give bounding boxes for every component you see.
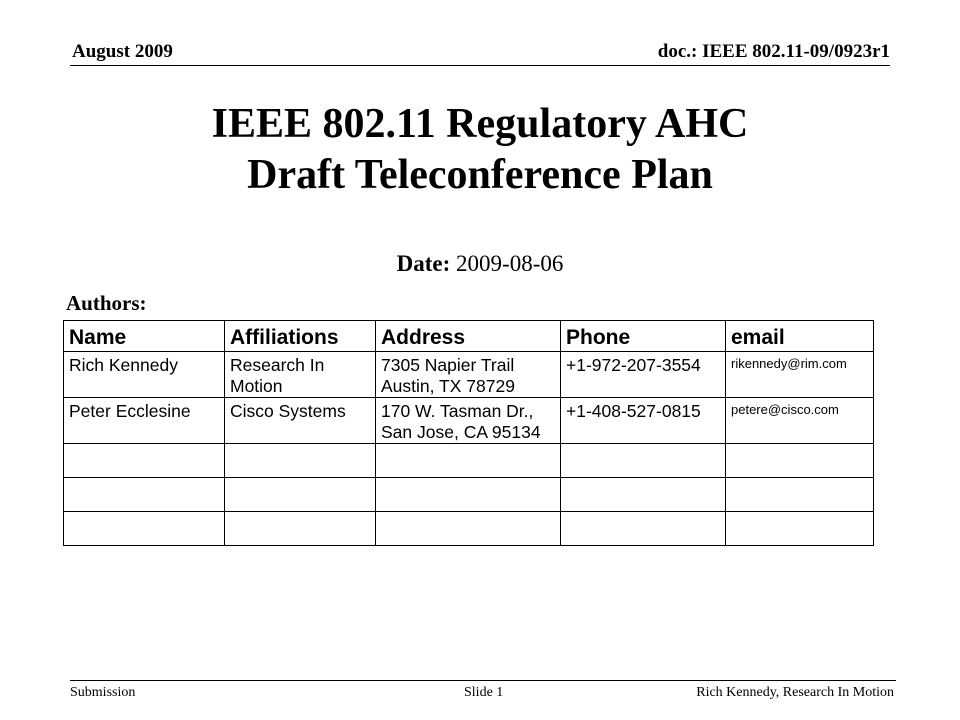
- authors-table: [63, 320, 874, 546]
- empty-cell: [64, 512, 225, 546]
- author-phone-cell: [561, 352, 726, 398]
- author-phone: +1-972-207-3554: [566, 355, 701, 375]
- empty-cell: [561, 512, 726, 546]
- author-email-cell: [726, 398, 874, 444]
- author-name: Peter Ecclesine: [69, 401, 191, 421]
- slide-title: [0, 99, 960, 201]
- empty-cell: [726, 478, 874, 512]
- author-email-link[interactable]: petere@cisco.com: [731, 402, 839, 417]
- table-row: [64, 398, 874, 444]
- empty-cell: [225, 444, 376, 478]
- author-address-line-1: 170 W. Tasman Dr.,: [381, 401, 534, 421]
- author-address-line-2: San Jose, CA 95134: [381, 422, 541, 442]
- date-value: 2009-08-06: [456, 251, 564, 276]
- empty-table-row: [64, 444, 874, 478]
- empty-cell: [376, 444, 561, 478]
- footer-slide-number: Slide 1: [464, 685, 504, 700]
- empty-cell: [225, 512, 376, 546]
- author-address-line-1: 7305 Napier Trail: [381, 355, 515, 375]
- column-header-email: email: [726, 321, 874, 352]
- author-affiliation-cell: [225, 398, 376, 444]
- empty-table-row: [64, 512, 874, 546]
- empty-cell: [726, 512, 874, 546]
- empty-cell: [64, 444, 225, 478]
- author-phone: +1-408-527-0815: [566, 401, 701, 421]
- author-name-cell: [64, 352, 225, 398]
- author-phone-cell: [561, 398, 726, 444]
- column-header-phone: Phone: [561, 321, 726, 352]
- header-divider: [70, 65, 890, 66]
- empty-cell: [376, 512, 561, 546]
- author-email-cell: [726, 352, 874, 398]
- header-date: August 2009: [72, 41, 173, 62]
- date-label: Date:: [396, 251, 451, 276]
- empty-cell: [561, 478, 726, 512]
- author-name: Rich Kennedy: [69, 355, 178, 375]
- author-affiliation-line-1: Research In: [230, 355, 325, 375]
- author-affiliation-line-2: Motion: [230, 376, 283, 396]
- header-doc-id: doc.: IEEE 802.11-09/0923r1: [657, 41, 890, 62]
- table-row: [64, 352, 874, 398]
- footer-divider: [70, 680, 896, 681]
- author-name-cell: [64, 398, 225, 444]
- authors-label: Authors:: [66, 291, 147, 315]
- empty-cell: [376, 478, 561, 512]
- column-header-address: Address: [376, 321, 561, 352]
- slide-title-line-1: IEEE 802.11 Regulatory AHC: [211, 101, 749, 147]
- authors-table-header-row: [64, 321, 874, 352]
- empty-cell: [64, 478, 225, 512]
- empty-cell: [726, 444, 874, 478]
- empty-cell: [225, 478, 376, 512]
- slide-title-line-2: Draft Teleconference Plan: [247, 152, 713, 198]
- date-line: [0, 250, 960, 278]
- author-email-link[interactable]: rikennedy@rim.com: [731, 356, 847, 371]
- empty-table-row: [64, 478, 874, 512]
- footer-author: Rich Kennedy, Research In Motion: [696, 685, 894, 700]
- footer-submission: Submission: [70, 685, 136, 700]
- column-header-affiliations: Affiliations: [225, 321, 376, 352]
- author-address-line-2: Austin, TX 78729: [381, 376, 515, 396]
- column-header-name: Name: [64, 321, 225, 352]
- empty-cell: [561, 444, 726, 478]
- author-affiliation-line-1: Cisco Systems: [230, 401, 346, 421]
- author-affiliation-cell: [225, 352, 376, 398]
- author-address-cell: [376, 352, 561, 398]
- author-address-cell: [376, 398, 561, 444]
